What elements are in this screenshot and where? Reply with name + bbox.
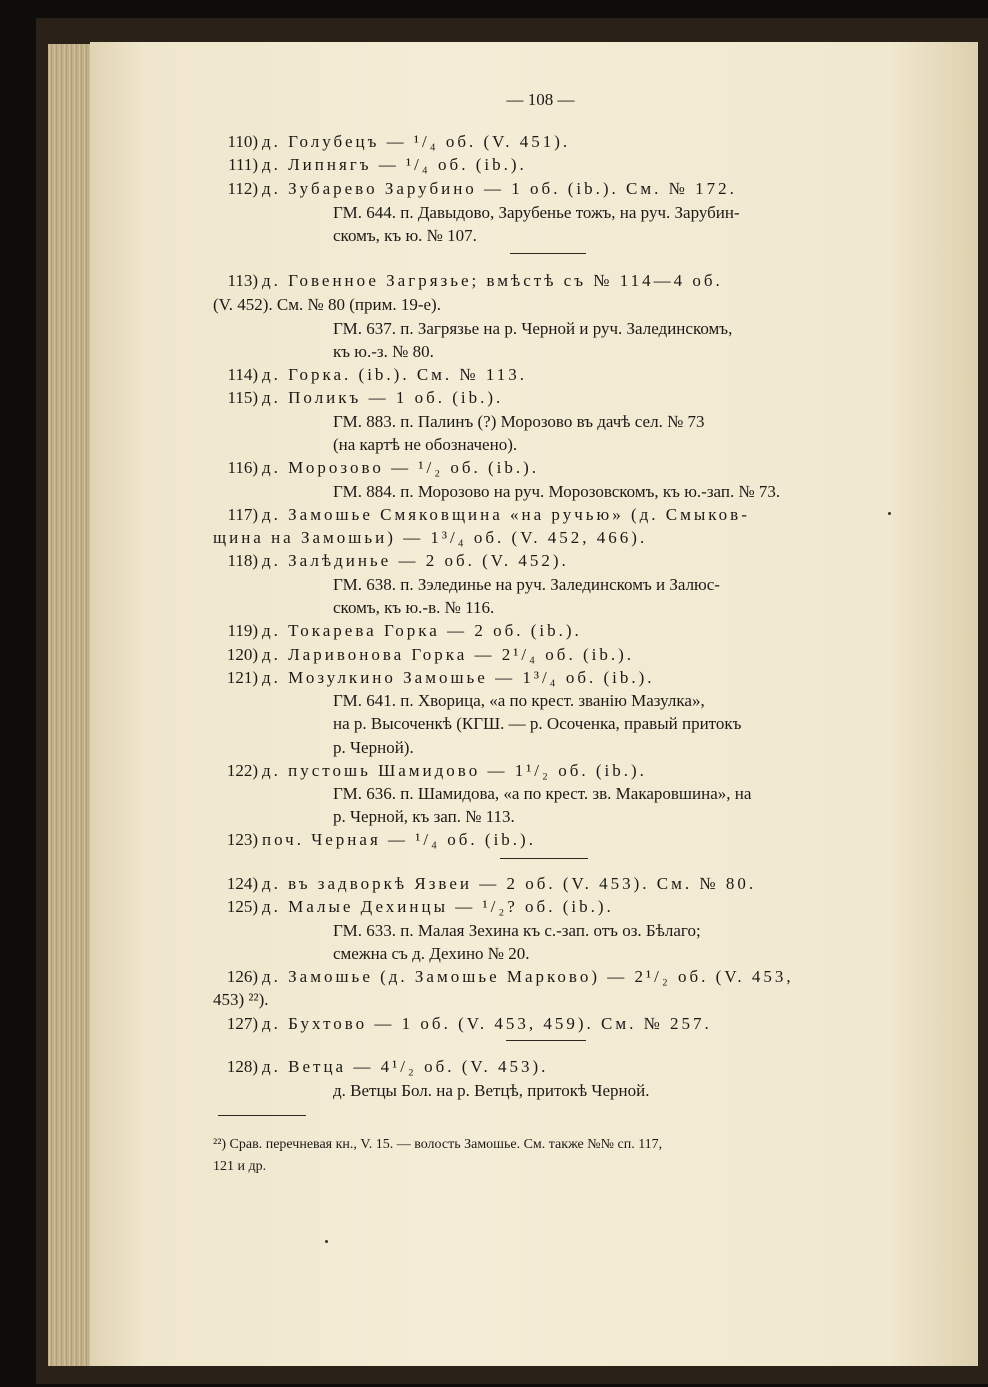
entry-121-note: р. Черной). (333, 738, 414, 757)
entry-114: 114) д. Горка. (ib.). См. № 113. (227, 365, 528, 384)
entry-125-note: ГМ. 633. п. Малая Зехина къ с.-зап. отъ оз. Бѣлаго; (333, 921, 701, 940)
entry-127: 127) д. Бухтово — 1 об. (V. 453, 459). См. № 257. (226, 1014, 712, 1033)
entry-113-cont: (V. 452). См. № 80 (прим. 19-е). (213, 295, 441, 314)
entry-116: 116) д. Морозово — ¹/₂ об. (ib.). (227, 458, 540, 477)
entry-118-note: скомъ, къ ю.-в. № 116. (333, 598, 495, 617)
entry-124: 124) д. въ задворкѣ Язвеи — 2 об. (V. 453). См. № 80. (226, 874, 757, 893)
ink-speck (888, 512, 891, 515)
entry-112: 112) д. Зубарево Зарубино — 1 об. (ib.). См. № 172. (227, 179, 737, 198)
entry-111: 111) д. Липнягъ — ¹/₄ об. (ib.). (228, 155, 527, 174)
entry-125: 125) д. Малые Дехинцы — ¹/₂? об. (ib.). (226, 897, 614, 916)
entry-110: 110) д. Голубецъ — ¹/₄ об. (V. 451). (227, 132, 571, 151)
entry-121-note: ГМ. 641. п. Хворица, «а по крест. званію Мазулка», (333, 691, 705, 710)
entry-113: 113) д. Говенное Загрязье; вмѣстѣ съ № 114—4 об. (227, 271, 723, 290)
entry-123: 123) поч. Черная — ¹/₄ об. (ib.). (226, 830, 536, 849)
entry-121-note: на р. Высоченкѣ (КГШ. — р. Осоченка, правый притокъ (333, 714, 742, 733)
entry-121: 121) д. Мозулкино Замошье — 1³/₄ об. (ib.). (226, 668, 655, 687)
entry-120: 120) д. Ларивонова Горка — 2¹/₄ об. (ib.). (226, 645, 635, 664)
entry-118-note: ГМ. 638. п. Зэлединье на руч. Залединскомъ и Залюс- (333, 575, 720, 594)
entry-126: 126) д. Замошье (д. Замошье Марково) — 2¹/₂ об. (V. 453, (226, 967, 794, 986)
section-divider (500, 858, 588, 859)
footnote-rule (218, 1115, 306, 1116)
entry-128: 128) д. Ветца — 4¹/₂ об. (V. 453). (226, 1057, 549, 1076)
section-divider (506, 1040, 586, 1041)
entry-113-note: ГМ. 637. п. Загрязье на р. Черной и руч. Залединскомъ, (333, 319, 733, 338)
page-edges (48, 44, 92, 1366)
section-divider (510, 253, 586, 254)
page-number: — 108 — (506, 90, 575, 109)
entry-115: 115) д. Поликъ — 1 об. (ib.). (227, 388, 504, 407)
entry-116-note: ГМ. 884. п. Морозово на руч. Морозовскомъ, къ ю.-зап. № 73. (333, 482, 781, 501)
footnote-cont: 121 и др. (213, 1159, 267, 1174)
footnote: ²²) Срав. перечневая кн., V. 15. — волость Замошье. См. также №№ сп. 117, (213, 1137, 663, 1152)
entry-117: 117) д. Замошье Смяковщина «на ручью» (д. Смыков- (227, 505, 750, 524)
entry-113-note: къ ю.-з. № 80. (333, 342, 434, 361)
entry-122-note: р. Черной, къ зап. № 113. (333, 807, 515, 826)
entry-112-note: скомъ, къ ю. № 107. (333, 226, 477, 245)
entry-125-note: смежна съ д. Дехино № 20. (333, 944, 530, 963)
entry-119: 119) д. Токарева Горка — 2 об. (ib.). (227, 621, 582, 640)
entry-122-note: ГМ. 636. п. Шамидова, «а по крест. зв. Макаровшина», на (333, 784, 752, 803)
entry-128-note: д. Ветцы Бол. на р. Ветцѣ, притокѣ Черной. (333, 1081, 650, 1100)
entry-126-cont: 453) ²²). (213, 990, 269, 1009)
entry-122: 122) д. пустошь Шамидово — 1¹/₂ об. (ib.). (226, 761, 647, 780)
entry-117-cont: щина на Замошьи) — 1³/₄ об. (V. 452, 466). (213, 528, 648, 547)
entry-118: 118) д. Залѣдинье — 2 об. (V. 452). (227, 551, 569, 570)
entry-115-note: ГМ. 883. п. Палинъ (?) Морозово въ дачѣ сел. № 73 (333, 412, 705, 431)
entry-112-note: ГМ. 644. п. Давыдово, Зарубенье тожъ, на руч. Зарубин- (333, 203, 740, 222)
ink-speck (325, 1240, 328, 1243)
entry-115-note: (на картѣ не обозначено). (333, 435, 518, 454)
